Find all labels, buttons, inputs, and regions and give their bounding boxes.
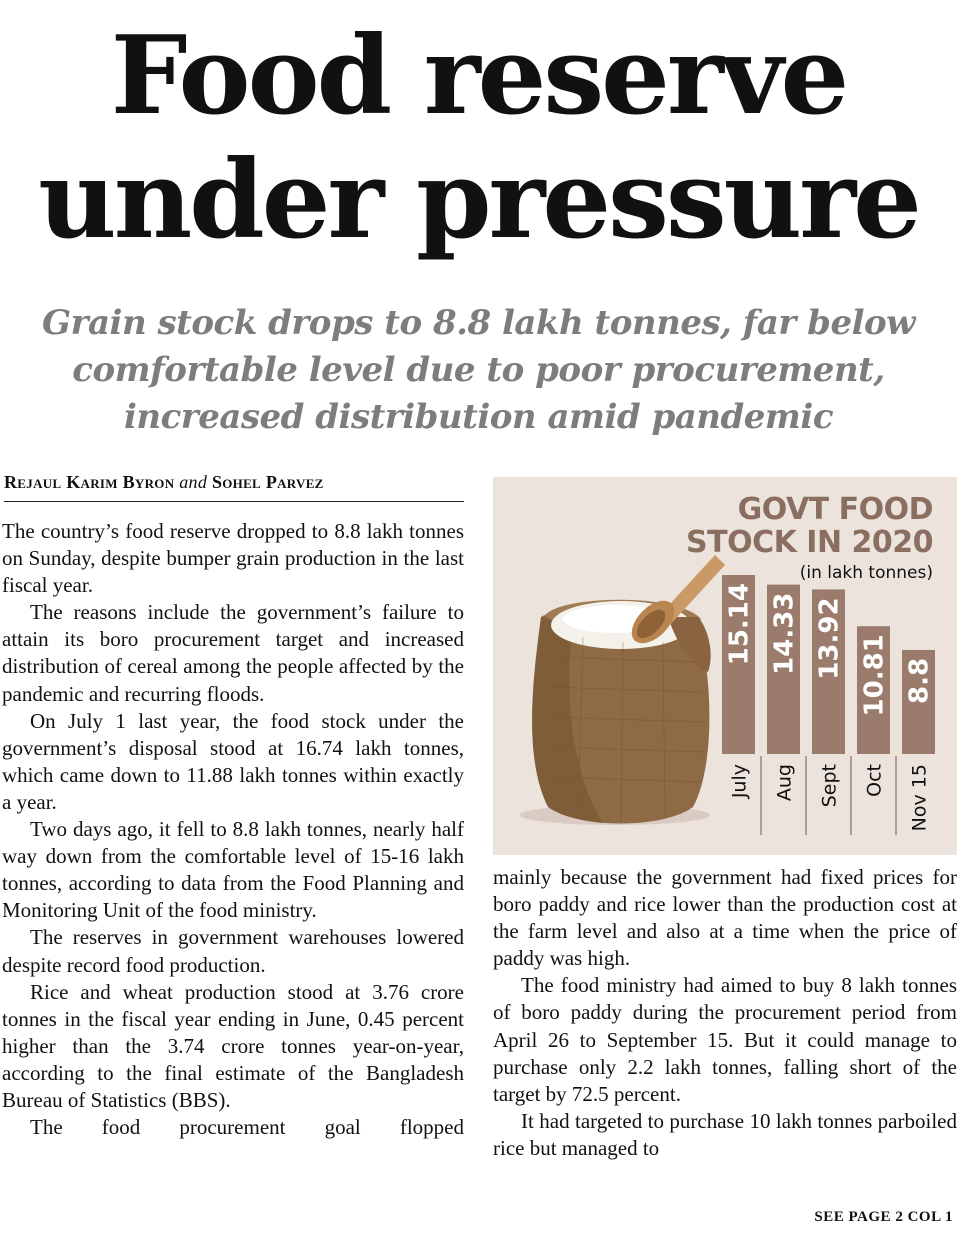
x-tick-label: Aug [773, 764, 796, 802]
rice-sack-illustration [520, 555, 725, 825]
bar-value-label: 14.33 [769, 592, 800, 675]
headline [0, 14, 957, 262]
subheadline-line-3: increased distribution amid pandemic [123, 397, 834, 437]
article-column-left [2, 518, 464, 1141]
bar-value-label: 15.14 [724, 583, 755, 666]
bar-value-label: 8.8 [904, 657, 935, 705]
paragraph: On July 1 last year, the food stock under the government’s disposal stood at 16.74 lakh tonnes, which came down to 11.88 lakh tonnes within exactly a year. [2, 708, 464, 814]
chart-title-line-2: STOCK IN 2020 [686, 525, 933, 560]
x-tick-label: July [728, 764, 751, 799]
subheadline-line-2: comfortable level due to poor procurement, [72, 350, 885, 390]
bars-group [722, 575, 935, 754]
x-tick-label: Nov 15 [908, 764, 931, 832]
chart-title [686, 493, 933, 559]
paragraph: The reserves in government warehouses lowered despite record food production. [2, 925, 464, 977]
food-stock-infographic [493, 477, 957, 855]
headline-line-1: Food reserve [110, 13, 847, 139]
byline-conjunction: and [179, 472, 208, 492]
paragraph: The food procurement goal flopped [30, 1115, 464, 1140]
headline-line-2: under pressure [38, 137, 919, 263]
x-tick-label: Sept [818, 764, 841, 808]
chart-title-line-1: GOVT FOOD [737, 492, 933, 527]
continuation-note: SEE PAGE 2 COL 1 [814, 1209, 953, 1225]
byline-author-1: Rejaul Karim Byron [4, 472, 175, 492]
paragraph: The food ministry had aimed to buy 8 lakh tonnes of boro paddy during the procurement period from April 26 to September 15. But it could manage to purchase only 2.2 lakh tonnes, falling short of the target by 72.5 percent. [493, 973, 957, 1106]
byline-author-2: Sohel Parvez [211, 472, 324, 492]
paragraph: Rice and wheat production stood at 3.76 crore tonnes in the fiscal year ending in June, 0.45 percent higher than the 3.74 crore tonnes year-on-year, according to the final estimate of the Bangladesh Bureau of Statistics (BBS). [2, 979, 464, 1112]
byline [4, 472, 464, 502]
subheadline-line-1: Grain stock drops to 8.8 lakh tonnes, far below [42, 303, 915, 343]
paragraph: The country’s food reserve dropped to 8.8 lakh tonnes on Sunday, despite bumper grain production in the last fiscal year. [2, 519, 464, 598]
bar-value-label: 10.81 [859, 634, 890, 717]
subheadline [0, 300, 957, 441]
article-column-right [493, 864, 957, 1162]
paragraph: It had targeted to purchase 10 lakh tonnes parboiled rice but managed to [493, 1108, 957, 1160]
paragraph: The reasons include the government’s failure to attain its boro procurement target and increased distribution of cereal among the people affected by the pandemic and recurring floods. [2, 600, 464, 706]
x-tick-label: Oct [863, 764, 886, 797]
chart-unit-label: (in lakh tonnes) [799, 563, 933, 583]
paragraph: Two days ago, it fell to 8.8 lakh tonnes, nearly half way down from the comfortable level of 15-16 lakh tonnes, according to data from the Food Planning and Monitoring Unit of the food ministry. [2, 817, 464, 923]
bar-value-label: 13.92 [814, 597, 845, 680]
x-axis-labels [729, 756, 931, 835]
paragraph: mainly because the government had fixed prices for boro paddy and rice lower than the production cost at the farm level and also at a time when the price of paddy was high. [493, 865, 957, 971]
